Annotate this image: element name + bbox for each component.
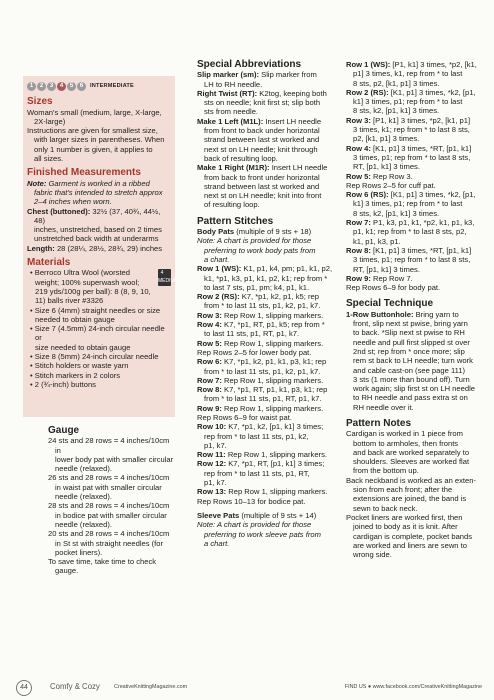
pattern-row: Row 5: Rep Row 3. xyxy=(346,171,413,181)
skill-level-6: 6 xyxy=(77,82,86,91)
abbreviation-item: Slip marker (sm): Slip marker from LH to RH needle. xyxy=(197,70,317,89)
sleeve-rows-column xyxy=(346,60,482,559)
sizes-heading: Sizes xyxy=(27,96,53,108)
skill-level-4: 4 xyxy=(57,82,66,91)
pattern-notes xyxy=(346,429,482,559)
material-item: • Size 8 (5mm) 24-inch circular needle xyxy=(30,352,159,362)
section-title: Comfy & Cozy xyxy=(50,682,100,691)
skill-level-1: 1 xyxy=(27,82,36,91)
gauge-item: 28 sts and 28 rows = 4 inches/10cm in bodice pat with smaller circular needle (relaxed). xyxy=(48,501,170,529)
website-link[interactable]: CreativeKnittingMagazine.com xyxy=(114,684,188,690)
abbreviation-item: Make 1 Right (M1R): Insert LH needle from back to front under horizontal strand between last st worked and next st on LH needle; knit into front of resulting loop. xyxy=(197,163,328,210)
abbreviations-column xyxy=(197,60,337,548)
gauge-item: 20 sts and 28 rows = 4 inches/10cm in St st with straight needles (for pocket liners). xyxy=(48,529,170,557)
gauge-item: To save time, take time to check gauge. xyxy=(48,557,157,576)
length-measurement: Length: 28 (28¼, 28½, 28¾, 29) inches xyxy=(27,243,163,253)
pattern-row: Row 2 (RS): [K1, p1] 3 times, *k2, [p1, k1] 3 times, p1; rep from * to last 8 sts, k2, [p1, k1] 3 times. xyxy=(346,87,476,116)
finished-note: Note: Garment is worked in a ribbed fabric that's intended to stretch approx 2–4 inches when worn. xyxy=(27,178,163,207)
pattern-row: Rep Rows 6–9 for waist pat. xyxy=(197,412,292,422)
special-technique-heading: Special Technique xyxy=(346,298,434,310)
material-item: • Size 6 (4mm) straight needles or size needed to obtain gauge xyxy=(30,305,161,324)
pattern-row: Row 10: K7, *p1, k2, [p1, k1] 3 times; rep from * to last 11 sts, p1, k2, p1, k7. xyxy=(197,422,324,450)
pattern-note: Pocket liners are worked first, then joined to body as it is knit. After cardigan is complete, pocket bands are worked and liners are sewn to wrong side. xyxy=(346,512,473,560)
pattern-row: Row 6: K7, *p1, k2, p1, k1, p3, k1; rep from * to last 11 sts, p1, k2, p1, k7. xyxy=(197,357,327,376)
gauge-item: 26 sts and 28 rows = 4 inches/10cm in waist pat with smaller circular needle (relaxed). xyxy=(48,473,170,502)
pattern-row: Row 8: [K1, p1] 3 times, *RT, [p1, k1] 3 times, p1; rep from * to last 8 sts, RT, [p1, k1] 3 times. xyxy=(346,245,472,274)
pattern-stitches-heading: Pattern Stitches xyxy=(197,215,274,227)
pattern-row: Row 3: [P1, k1] 3 times, *p2, [k1, p1] 3 times, k1; rep from * to last 8 sts, p2, [k1, p1] 3 times. xyxy=(346,115,471,144)
skill-level-2: 2 xyxy=(37,82,46,91)
pattern-row: Row 11: Rep Row 1, slipping markers. xyxy=(197,450,327,460)
pattern-row: Row 8: K7, *p1, RT, p1, k1, p3, k1; rep from * to last 11 sts, p1, RT, p1, k7. xyxy=(197,385,328,404)
gauge-item: 24 sts and 28 rows = 4 inches/10cm in lower body pat with smaller circular needle (relaxed). xyxy=(48,436,174,474)
pattern-row: Row 5: Rep Row 1, slipping markers. xyxy=(197,338,324,348)
pattern-row: Row 9: Rep Row 1, slipping markers. xyxy=(197,403,324,413)
pattern-row: Row 2 (RS): K7, *p1, k2, p1, k5; rep from * to last 11 sts, p1, k2, p1, k7. xyxy=(197,292,321,311)
pattern-info-column xyxy=(27,82,179,389)
body-pattern-rows xyxy=(197,264,337,506)
body-pats-label: Body Pats (multiple of 9 sts + 18) xyxy=(197,227,312,237)
abbreviation-item: Right Twist (RT): K2tog, keeping both sts on needle; knit first st; slip both sts from needle. xyxy=(197,88,327,117)
facebook-link[interactable]: FIND US ● www.facebook.com/CreativeKnittingMagazine xyxy=(344,684,482,690)
pattern-row: Rep Rows 2–5 for cuff pat. xyxy=(346,180,436,190)
materials-list xyxy=(27,268,179,389)
abbreviations-heading: Special Abbreviations xyxy=(197,59,302,70)
pattern-row: Rep Rows 10–13 for bodice pat. xyxy=(197,496,306,506)
gauge-section xyxy=(48,426,176,576)
pattern-row: Row 4: K7, *p1, RT, p1, k5; rep from * to last 11 sts, p1, RT, p1, k7. xyxy=(197,320,325,339)
material-item: • Stitch markers in 2 colors xyxy=(30,370,121,380)
material-item: • Stitch holders or waste yarn xyxy=(30,361,129,371)
pattern-row: Rep Rows 6–9 for body pat. xyxy=(346,283,441,293)
pattern-row: Rep Rows 2–5 for lower body pat. xyxy=(197,347,312,357)
materials-heading: Materials xyxy=(27,257,71,269)
pattern-row: Row 1 (WS): K1, p1, k4, pm; p1, k1, p2, k1, *p1, k3, p1, k1, p2, k1; rep from * to last 7 sts, p1, pm; k4, p1, k1. xyxy=(197,264,333,292)
pattern-row: Row 12: K7, *p1, RT, [p1, k1] 3 times; rep from * to last 11 sts, p1, RT, p1, k7. xyxy=(197,459,325,488)
body-pats-note: Note: A chart is provided for those preferring to work body pats from a chart. xyxy=(197,236,316,264)
pattern-row: Row 7: P1, k3, p1, k1, *p2, k1, p1, k3, p1, k1; rep from * to last 8 sts, p2, k1, p1, k3, p1. xyxy=(346,218,475,246)
page-number: 44 xyxy=(16,680,32,696)
pattern-notes-heading: Pattern Notes xyxy=(346,417,412,429)
pattern-row: Row 6 (RS): [K1, p1] 3 times, *k2, [p1, k1] 3 times, p1; rep from * to last 8 sts, k2, [p1, k1] 3 times. xyxy=(346,190,476,218)
material-item: • 2 (¾-inch) buttons xyxy=(30,379,96,389)
gauge-heading: Gauge xyxy=(48,425,80,436)
sleeve-pats-note: Note: A chart is provided for those preferring to work sleeve pats from a chart. xyxy=(197,520,321,548)
skill-level-label: INTERMEDIATE xyxy=(90,83,134,89)
sizes-instructions: Instructions are given for smallest size, with larger sizes in parentheses. When only 1 number is given, it applies to all sizes. xyxy=(27,126,165,164)
finished-measurements-heading: Finished Measurements xyxy=(27,167,141,179)
skill-level xyxy=(27,82,173,91)
skill-level-3: 3 xyxy=(47,82,56,91)
pattern-row: Row 1 (WS): [P1, k1] 3 times, *p2, [k1, p1] 3 times, k1, rep from * to last 8 sts, p2, [k1, p1] 3 times. xyxy=(346,60,477,88)
material-item: 4 MEDIUM • Berroco Ultra Wool (worsted weight; 100% superwash wool; 219 yds/100g per ball): 8 (8, 9, 10, 11) balls river #3326 xyxy=(30,268,179,306)
pattern-row: Row 9: Rep Row 7. xyxy=(346,273,413,283)
pattern-row: Row 4: [K1, p1] 3 times, *RT, [p1, k1] 3 times, p1; rep from * to last 8 sts, RT, [p1, k1] 3 times. xyxy=(346,143,472,172)
chest-measurement: Chest (buttoned): 32½ (37, 40¾, 44½, 48) inches, unstretched, based on 2 times unstretched back width at underarms xyxy=(27,206,162,244)
abbreviation-item: Make 1 Left (M1L): Insert LH needle from front to back under horizontal strand between last st worked and next st on LH needle; knit through back of resulting loop. xyxy=(197,116,322,163)
pattern-row: Row 7: Rep Row 1, slipping markers. xyxy=(197,375,324,385)
pattern-row: Row 13: Rep Row 1, slipping markers. xyxy=(197,487,328,497)
page-footer xyxy=(0,680,494,696)
skill-level-5: 5 xyxy=(67,82,76,91)
pattern-note: Cardigan is worked in 1 piece from bottom to armholes, then fronts and back are worked separately to shoulders. Sleeves are worked flat from the bottom up. xyxy=(346,429,470,476)
yarn-weight-badge: 4 MEDIUM xyxy=(158,270,179,285)
sleeve-pats-label: Sleeve Pats (multiple of 9 sts + 14) xyxy=(197,510,317,520)
sizes-text: Woman's small (medium, large, X-large, 2X-large) xyxy=(27,107,162,126)
buttonhole-technique: 1-Row Buttonhole: Bring yarn to front, slip next st pwise, bring yarn to back. *Slip next st pwise to RH needle and pull first slipped st over 2nd st; rep from * once more; slip rem st back to LH needle; turn work and cable cast-on (see page 111) 3 sts (1 more than bound off). Turn work again; slip first st on LH needle to RH needle and pass extra st on RH needle over it. xyxy=(346,309,475,412)
sleeve-pattern-rows xyxy=(346,60,482,292)
pattern-row: Row 3: Rep Row 1, slipping markers. xyxy=(197,310,324,320)
pattern-note: Back neckband is worked as an exten- sion from each front; after the extensions are joined, the band is sewn to back neck. xyxy=(346,475,477,513)
material-item: • Size 7 (4.5mm) 24-inch circular needle or size needed to obtain gauge xyxy=(30,324,165,352)
